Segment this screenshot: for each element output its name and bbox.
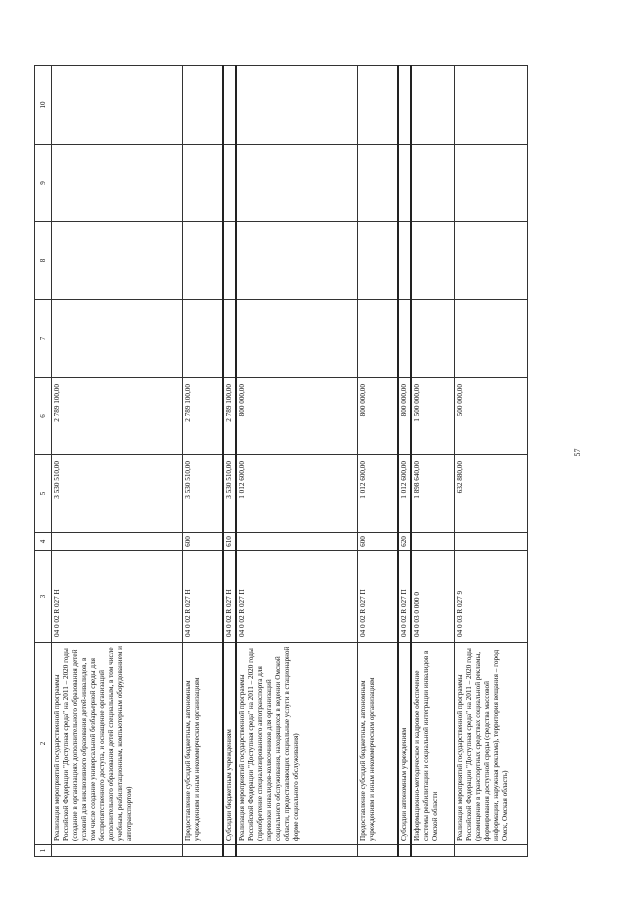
header-cell: 6	[35, 378, 52, 455]
amount-col10	[236, 66, 358, 145]
amount-col7	[236, 300, 358, 378]
item-name: Субсидии автономным учреждениям	[398, 643, 411, 845]
amount-col9	[236, 145, 358, 222]
amount-col8	[223, 222, 236, 300]
amount-col5: 3 530 510,00	[183, 455, 224, 533]
item-type: 600	[358, 533, 399, 551]
row-number-cell	[398, 845, 411, 857]
item-code: 04 0 02 R 027 П	[236, 551, 358, 643]
row-number-cell	[52, 845, 183, 857]
amount-col9	[455, 145, 528, 222]
item-name: Реализация мероприятий государственной программы Российской Федерации "Доступная среда" на 2011 – 2020 годы (создание в организациях дополнительного образования детей условий для инклюзивного образования детей-инвалидов, в том числе создание универсальной безбарьерной среды для беспрепятственного доступа, и оснащение организаций дополнительного образования детей специальным, в том числе учебным, реабилитационным, компьютерным оборудованием и автотранспортом)	[52, 643, 183, 845]
amount-col5: 3 530 510,00	[52, 455, 183, 533]
amount-col10	[411, 66, 455, 145]
amount-col6: 800 000,00	[398, 378, 411, 455]
amount-col6: 1 500 000,00	[411, 378, 455, 455]
amount-col10	[223, 66, 236, 145]
amount-col9	[358, 145, 399, 222]
table-row	[411, 66, 455, 857]
amount-col7	[398, 300, 411, 378]
amount-col6: 2 789 100,00	[52, 378, 183, 455]
row-number-cell	[183, 845, 224, 857]
amount-col6: 2 789 100,00	[183, 378, 224, 455]
amount-col6: 800 000,00	[358, 378, 399, 455]
header-row	[35, 66, 52, 857]
amount-col9	[398, 145, 411, 222]
amount-col10	[455, 66, 528, 145]
amount-col9	[52, 145, 183, 222]
item-type: 610	[223, 533, 236, 551]
item-code: 04 0 02 R 027 Н	[52, 551, 183, 643]
amount-col6: 500 000,00	[455, 378, 528, 455]
amount-col7	[455, 300, 528, 378]
item-name: Субсидии бюджетным учреждениям	[223, 643, 236, 845]
row-number-cell	[236, 845, 358, 857]
amount-col8	[183, 222, 224, 300]
item-code: 04 0 02 R 027 П	[358, 551, 399, 643]
budget-table	[34, 65, 528, 857]
amount-col5: 3 530 510,00	[223, 455, 236, 533]
amount-col5: 1 012 600,00	[398, 455, 411, 533]
amount-col7	[411, 300, 455, 378]
table-row	[455, 66, 528, 857]
row-number-cell	[223, 845, 236, 857]
item-name: Информационно-методическое и кадровое обеспечение системы реабилитации и социальной интеграции инвалидов в Омской области	[411, 643, 455, 845]
table-row	[183, 66, 224, 857]
amount-col5: 1 012 600,00	[236, 455, 358, 533]
table-row	[52, 66, 183, 857]
amount-col5: 1 012 600,00	[358, 455, 399, 533]
item-type	[236, 533, 358, 551]
amount-col8	[52, 222, 183, 300]
row-number-cell	[455, 845, 528, 857]
item-type	[455, 533, 528, 551]
amount-col6: 800 000,00	[236, 378, 358, 455]
amount-col6: 2 789 100,00	[223, 378, 236, 455]
header-cell: 7	[35, 300, 52, 378]
item-name: Предоставление субсидий бюджетным, автономным учреждениям и иным некоммерческим организациям	[183, 643, 224, 845]
amount-col10	[398, 66, 411, 145]
header-cell: 5	[35, 455, 52, 533]
item-code: 04 0 03 0 000 0	[411, 551, 455, 643]
item-type: 600	[183, 533, 224, 551]
amount-col10	[358, 66, 399, 145]
header-cell: 8	[35, 222, 52, 300]
amount-col8	[358, 222, 399, 300]
item-code: 04 0 02 R 027 Н	[183, 551, 224, 643]
item-code: 04 0 03 R 027 9	[455, 551, 528, 643]
item-name: Реализация мероприятий государственной программы Российской Федерации "Доступная среда" на 2011 – 2020 годы (приобретение специализированного автотранспорта для перевозки инвалидов-колясочников для организаций социального обслуживания, находящихся в ведении Омской области, предоставляющих социальные услуги в стационарной форме социального обслуживания)	[236, 643, 358, 845]
item-name: Реализация мероприятий государственной программы Российской Федерации "Доступная среда" на 2011 – 2020 годы (размещение в транспортных средствах социальной рекламы, формирования доступной среды (средства массовой информации, наружная реклама), территория вещания – город Омск, Омская область)	[455, 643, 528, 845]
item-type	[52, 533, 183, 551]
amount-col8	[398, 222, 411, 300]
header-cell: 10	[35, 66, 52, 145]
amount-col7	[358, 300, 399, 378]
item-code: 04 0 02 R 027 Н	[223, 551, 236, 643]
header-cell: 9	[35, 145, 52, 222]
header-cell: 1	[35, 845, 52, 857]
table-row	[398, 66, 411, 857]
item-type	[411, 533, 455, 551]
header-cell: 2	[35, 643, 52, 845]
amount-col5: 1 898 640,00	[411, 455, 455, 533]
amount-col8	[411, 222, 455, 300]
amount-col8	[455, 222, 528, 300]
header-cell: 4	[35, 533, 52, 551]
header-cell: 3	[35, 551, 52, 643]
amount-col8	[236, 222, 358, 300]
item-code: 04 0 02 R 027 П	[398, 551, 411, 643]
amount-col10	[183, 66, 224, 145]
row-number-cell	[411, 845, 455, 857]
item-name: Предоставление субсидий бюджетным, автономным учреждениям и иным некоммерческим организациям	[358, 643, 399, 845]
amount-col5: 632 880,00	[455, 455, 528, 533]
table-row	[223, 66, 236, 857]
amount-col10	[52, 66, 183, 145]
page-number: 57	[573, 448, 582, 457]
amount-col9	[183, 145, 224, 222]
amount-col9	[223, 145, 236, 222]
amount-col7	[183, 300, 224, 378]
item-type: 620	[398, 533, 411, 551]
amount-col7	[223, 300, 236, 378]
amount-col7	[52, 300, 183, 378]
amount-col9	[411, 145, 455, 222]
table-row	[236, 66, 358, 857]
table-row	[358, 66, 399, 857]
row-number-cell	[358, 845, 399, 857]
